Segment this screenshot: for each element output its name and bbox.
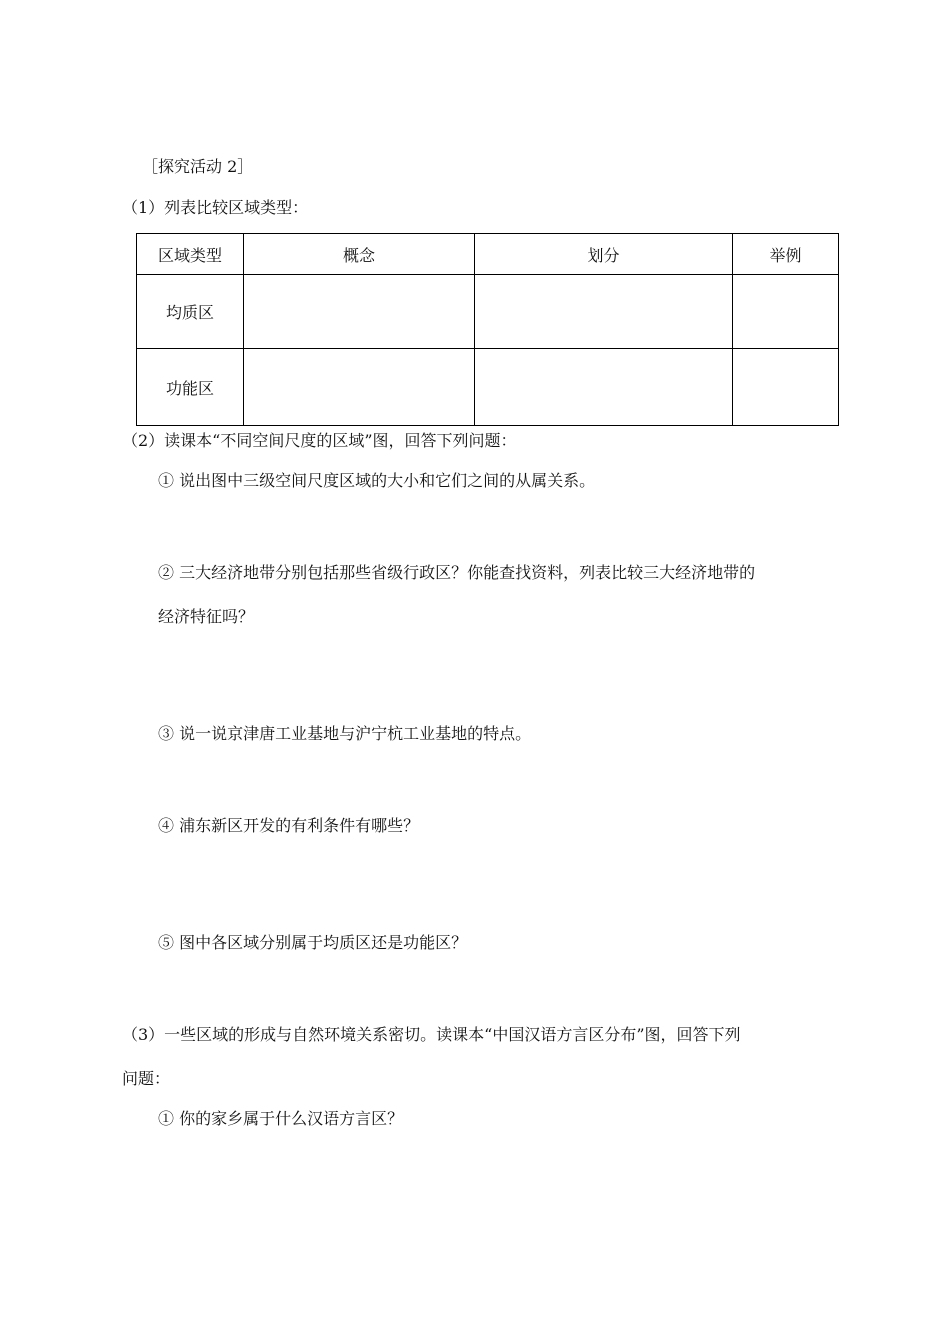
table-cell-blank[interactable]	[733, 349, 839, 426]
question-2-item-3: ③ 说一说京津唐工业基地与沪宁杭工业基地的特点。	[158, 724, 532, 743]
question-1-title: （1）列表比较区域类型：	[122, 198, 309, 217]
row-label-functional: 功能区	[137, 349, 244, 426]
region-type-table	[136, 233, 839, 426]
activity-title: ［探究活动 2］	[142, 157, 254, 176]
question-3-title: （3）一些区域的形成与自然环境关系密切。读课本“中国汉语方言区分布”图，回答下列	[122, 1025, 741, 1044]
table-cell-blank[interactable]	[244, 275, 475, 349]
table-row	[137, 349, 839, 426]
question-2-item-4: ④ 浦东新区开发的有利条件有哪些？	[158, 816, 420, 835]
table-cell-blank[interactable]	[733, 275, 839, 349]
question-2-item-2: ② 三大经济地带分别包括那些省级行政区？你能查找资料，列表比较三大经济地带的	[158, 563, 756, 582]
row-label-homogeneous: 均质区	[137, 275, 244, 349]
table-cell-blank[interactable]	[475, 349, 733, 426]
question-3-item-1: ① 你的家乡属于什么汉语方言区？	[158, 1109, 404, 1128]
header-concept: 概念	[244, 234, 475, 275]
question-2-item-1: ① 说出图中三级空间尺度区域的大小和它们之间的从属关系。	[158, 471, 596, 490]
table-cell-blank[interactable]	[475, 275, 733, 349]
question-2-item-2-cont: 经济特征吗？	[158, 607, 255, 626]
question-2-title: （2）读课本“不同空间尺度的区域”图，回答下列问题：	[122, 431, 517, 450]
question-2-item-5: ⑤ 图中各区域分别属于均质区还是功能区？	[158, 933, 468, 952]
header-example: 举例	[733, 234, 839, 275]
table-header-row	[137, 234, 839, 275]
table-row	[137, 275, 839, 349]
header-division: 划分	[475, 234, 733, 275]
header-region-type: 区域类型	[137, 234, 244, 275]
question-3-title-cont: 问题：	[122, 1069, 171, 1088]
table-cell-blank[interactable]	[244, 349, 475, 426]
